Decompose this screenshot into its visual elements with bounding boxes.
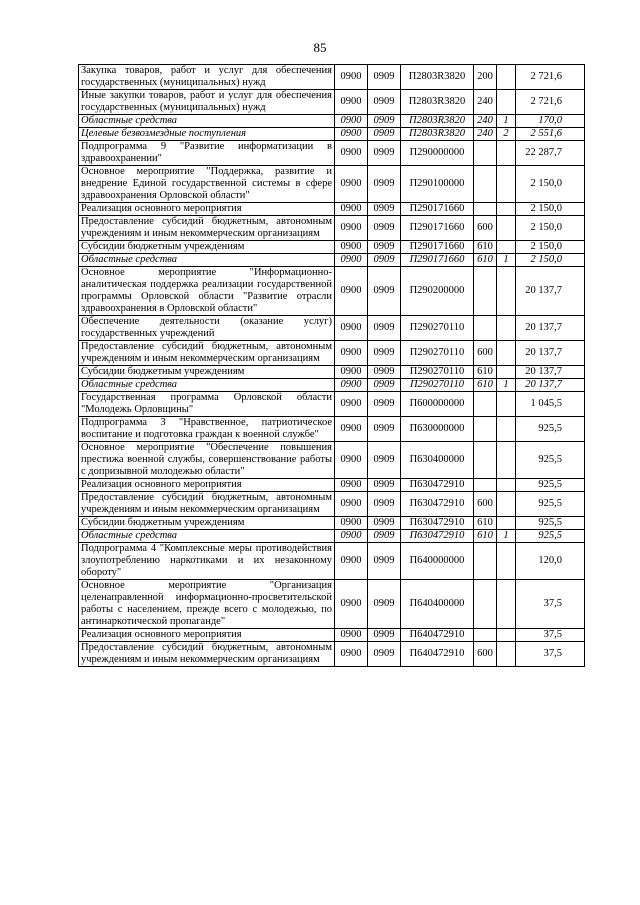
funding-source-code (497, 492, 516, 517)
target-article-code: П290171660 (401, 254, 474, 267)
chapter-code: 0900 (335, 492, 368, 517)
row-name: Предоставление субсидий бюджетным, автономным учреждениям и иным некоммерческим организациям (79, 341, 335, 366)
row-name: Областные средства (79, 115, 335, 128)
funding-source-code (497, 417, 516, 442)
target-article-code: П290171660 (401, 203, 474, 216)
row-name: Предоставление субсидий бюджетным, автономным учреждениям и иным некоммерческим организациям (79, 216, 335, 241)
table-row (79, 492, 585, 517)
funding-source-code (497, 580, 516, 629)
expense-type-code (474, 442, 497, 479)
amount: 20 137,7 (516, 341, 585, 366)
table-row (79, 128, 585, 141)
amount: 20 137,7 (516, 316, 585, 341)
amount: 2 551,6 (516, 128, 585, 141)
row-name: Подпрограмма 4 "Комплексные меры противодействия злоупотреблению наркотиками и их незаконному обороту" (79, 543, 335, 580)
table-row (79, 166, 585, 203)
amount: 925,5 (516, 417, 585, 442)
amount: 925,5 (516, 442, 585, 479)
row-name: Основное мероприятие "Обеспечение повышения престижа военной службы, совершенствование работы с допризывной молодежью области" (79, 442, 335, 479)
amount: 2 150,0 (516, 241, 585, 254)
target-article-code: П630400000 (401, 442, 474, 479)
target-article-code: П290270110 (401, 341, 474, 366)
row-name: Областные средства (79, 530, 335, 543)
row-name: Подпрограмма 9 "Развитие информатизации в здравоохранении" (79, 141, 335, 166)
amount: 2 150,0 (516, 166, 585, 203)
chapter-code: 0900 (335, 241, 368, 254)
expense-type-code: 610 (474, 241, 497, 254)
subsection-code: 0909 (368, 366, 401, 379)
budget-table (78, 64, 585, 667)
chapter-code: 0900 (335, 141, 368, 166)
subsection-code: 0909 (368, 517, 401, 530)
target-article-code: П630472910 (401, 492, 474, 517)
target-article-code: П2803R3820 (401, 115, 474, 128)
subsection-code: 0909 (368, 267, 401, 316)
chapter-code: 0900 (335, 203, 368, 216)
funding-source-code (497, 141, 516, 166)
funding-source-code (497, 629, 516, 642)
funding-source-code (497, 216, 516, 241)
chapter-code: 0900 (335, 267, 368, 316)
expense-type-code (474, 316, 497, 341)
table-row (79, 254, 585, 267)
subsection-code: 0909 (368, 629, 401, 642)
expense-type-code: 610 (474, 530, 497, 543)
table-row (79, 379, 585, 392)
funding-source-code (497, 241, 516, 254)
subsection-code: 0909 (368, 90, 401, 115)
amount: 2 721,6 (516, 90, 585, 115)
subsection-code: 0909 (368, 241, 401, 254)
subsection-code: 0909 (368, 141, 401, 166)
table-row (79, 203, 585, 216)
table-row (79, 517, 585, 530)
subsection-code: 0909 (368, 392, 401, 417)
table-row (79, 316, 585, 341)
table-row (79, 115, 585, 128)
funding-source-code (497, 642, 516, 667)
amount: 20 137,7 (516, 379, 585, 392)
target-article-code: П640472910 (401, 642, 474, 667)
amount: 2 150,0 (516, 203, 585, 216)
subsection-code: 0909 (368, 442, 401, 479)
subsection-code: 0909 (368, 115, 401, 128)
chapter-code: 0900 (335, 216, 368, 241)
row-name: Закупка товаров, работ и услуг для обеспечения государственных (муниципальных) нужд (79, 65, 335, 90)
funding-source-code (497, 90, 516, 115)
expense-type-code: 200 (474, 65, 497, 90)
target-article-code: П630472910 (401, 530, 474, 543)
amount: 925,5 (516, 530, 585, 543)
table-row (79, 392, 585, 417)
subsection-code: 0909 (368, 642, 401, 667)
row-name: Областные средства (79, 254, 335, 267)
chapter-code: 0900 (335, 392, 368, 417)
target-article-code: П640000000 (401, 543, 474, 580)
target-article-code: П290171660 (401, 216, 474, 241)
target-article-code: П630000000 (401, 417, 474, 442)
funding-source-code (497, 166, 516, 203)
row-name: Основное мероприятие "Поддержка, развитие и внедрение Единой государственной системы в сфере здравоохранения Орловской области" (79, 166, 335, 203)
amount: 20 137,7 (516, 366, 585, 379)
table-row (79, 642, 585, 667)
amount: 20 137,7 (516, 267, 585, 316)
target-article-code: П290270110 (401, 316, 474, 341)
chapter-code: 0900 (335, 366, 368, 379)
funding-source-code: 2 (497, 128, 516, 141)
expense-type-code: 610 (474, 517, 497, 530)
funding-source-code (497, 341, 516, 366)
row-name: Обеспечение деятельности (оказание услуг) государственных учреждений (79, 316, 335, 341)
table-row (79, 530, 585, 543)
row-name: Целевые безвозмездные поступления (79, 128, 335, 141)
chapter-code: 0900 (335, 254, 368, 267)
target-article-code: П630472910 (401, 479, 474, 492)
expense-type-code (474, 141, 497, 166)
chapter-code: 0900 (335, 379, 368, 392)
funding-source-code (497, 517, 516, 530)
chapter-code: 0900 (335, 417, 368, 442)
table-row (79, 366, 585, 379)
chapter-code: 0900 (335, 115, 368, 128)
chapter-code: 0900 (335, 316, 368, 341)
expense-type-code (474, 543, 497, 580)
subsection-code: 0909 (368, 492, 401, 517)
table-row (79, 65, 585, 90)
amount: 170,0 (516, 115, 585, 128)
target-article-code: П290270110 (401, 379, 474, 392)
table-row (79, 629, 585, 642)
expense-type-code: 610 (474, 254, 497, 267)
amount: 37,5 (516, 580, 585, 629)
row-name: Субсидии бюджетным учреждениям (79, 366, 335, 379)
chapter-code: 0900 (335, 479, 368, 492)
subsection-code: 0909 (368, 166, 401, 203)
funding-source-code: 1 (497, 254, 516, 267)
expense-type-code: 610 (474, 366, 497, 379)
amount: 120,0 (516, 543, 585, 580)
subsection-code: 0909 (368, 203, 401, 216)
table-row (79, 267, 585, 316)
amount: 2 721,6 (516, 65, 585, 90)
funding-source-code: 1 (497, 115, 516, 128)
expense-type-code (474, 267, 497, 316)
amount: 925,5 (516, 492, 585, 517)
chapter-code: 0900 (335, 580, 368, 629)
funding-source-code (497, 65, 516, 90)
chapter-code: 0900 (335, 629, 368, 642)
subsection-code: 0909 (368, 417, 401, 442)
target-article-code: П2803R3820 (401, 65, 474, 90)
expense-type-code: 600 (474, 642, 497, 667)
expense-type-code: 600 (474, 492, 497, 517)
amount: 37,5 (516, 642, 585, 667)
funding-source-code (497, 392, 516, 417)
expense-type-code (474, 417, 497, 442)
chapter-code: 0900 (335, 642, 368, 667)
row-name: Реализация основного мероприятия (79, 203, 335, 216)
row-name: Основное мероприятие "Организация целенаправленной информационно-просветительской работы с населением, прежде всего с молодежью, по антинаркотической пропаганде" (79, 580, 335, 629)
amount: 1 045,5 (516, 392, 585, 417)
subsection-code: 0909 (368, 254, 401, 267)
funding-source-code (497, 267, 516, 316)
row-name: Реализация основного мероприятия (79, 629, 335, 642)
row-name: Иные закупки товаров, работ и услуг для обеспечения государственных (муниципальных) нужд (79, 90, 335, 115)
funding-source-code (497, 203, 516, 216)
target-article-code: П2803R3820 (401, 90, 474, 115)
chapter-code: 0900 (335, 543, 368, 580)
chapter-code: 0900 (335, 166, 368, 203)
funding-source-code (497, 479, 516, 492)
table-row (79, 216, 585, 241)
amount: 2 150,0 (516, 254, 585, 267)
row-name: Предоставление субсидий бюджетным, автономным учреждениям и иным некоммерческим организациям (79, 642, 335, 667)
chapter-code: 0900 (335, 341, 368, 366)
target-article-code: П290171660 (401, 241, 474, 254)
chapter-code: 0900 (335, 90, 368, 115)
target-article-code: П600000000 (401, 392, 474, 417)
funding-source-code (497, 366, 516, 379)
amount: 22 287,7 (516, 141, 585, 166)
subsection-code: 0909 (368, 316, 401, 341)
row-name: Основное мероприятие "Информационно-аналитическая поддержка реализации государственной программы Орловской области "Развитие отрасли здравоохранения в Орловской области" (79, 267, 335, 316)
funding-source-code: 1 (497, 379, 516, 392)
expense-type-code: 240 (474, 90, 497, 115)
funding-source-code (497, 543, 516, 580)
table-row (79, 543, 585, 580)
expense-type-code: 240 (474, 128, 497, 141)
funding-source-code: 1 (497, 530, 516, 543)
table-row (79, 417, 585, 442)
expense-type-code (474, 629, 497, 642)
subsection-code: 0909 (368, 216, 401, 241)
subsection-code: 0909 (368, 580, 401, 629)
chapter-code: 0900 (335, 530, 368, 543)
page-number: 85 (313, 40, 327, 55)
row-name: Субсидии бюджетным учреждениям (79, 517, 335, 530)
expense-type-code: 600 (474, 341, 497, 366)
subsection-code: 0909 (368, 479, 401, 492)
expense-type-code: 240 (474, 115, 497, 128)
table-row (79, 341, 585, 366)
target-article-code: П640472910 (401, 629, 474, 642)
table-row (79, 90, 585, 115)
amount: 2 150,0 (516, 216, 585, 241)
subsection-code: 0909 (368, 128, 401, 141)
expense-type-code (474, 166, 497, 203)
row-name: Подпрограмма 3 "Нравственное, патриотическое воспитание и подготовка граждан к военной службе" (79, 417, 335, 442)
amount: 925,5 (516, 479, 585, 492)
target-article-code: П290100000 (401, 166, 474, 203)
expense-type-code (474, 392, 497, 417)
table-row (79, 580, 585, 629)
table-row (79, 141, 585, 166)
funding-source-code (497, 316, 516, 341)
table-row (79, 241, 585, 254)
subsection-code: 0909 (368, 379, 401, 392)
amount: 925,5 (516, 517, 585, 530)
chapter-code: 0900 (335, 128, 368, 141)
target-article-code: П290200000 (401, 267, 474, 316)
target-article-code: П640400000 (401, 580, 474, 629)
row-name: Государственная программа Орловской области "Молодежь Орловщины" (79, 392, 335, 417)
amount: 37,5 (516, 629, 585, 642)
expense-type-code: 600 (474, 216, 497, 241)
chapter-code: 0900 (335, 65, 368, 90)
expense-type-code: 610 (474, 379, 497, 392)
row-name: Предоставление субсидий бюджетным, автономным учреждениям и иным некоммерческим организациям (79, 492, 335, 517)
expense-type-code (474, 580, 497, 629)
chapter-code: 0900 (335, 517, 368, 530)
row-name: Областные средства (79, 379, 335, 392)
table-row (79, 442, 585, 479)
subsection-code: 0909 (368, 65, 401, 90)
target-article-code: П290000000 (401, 141, 474, 166)
funding-source-code (497, 442, 516, 479)
target-article-code: П290270110 (401, 366, 474, 379)
target-article-code: П630472910 (401, 517, 474, 530)
table-row (79, 479, 585, 492)
chapter-code: 0900 (335, 442, 368, 479)
expense-type-code (474, 203, 497, 216)
expense-type-code (474, 479, 497, 492)
row-name: Субсидии бюджетным учреждениям (79, 241, 335, 254)
subsection-code: 0909 (368, 530, 401, 543)
row-name: Реализация основного мероприятия (79, 479, 335, 492)
subsection-code: 0909 (368, 543, 401, 580)
subsection-code: 0909 (368, 341, 401, 366)
target-article-code: П2803R3820 (401, 128, 474, 141)
